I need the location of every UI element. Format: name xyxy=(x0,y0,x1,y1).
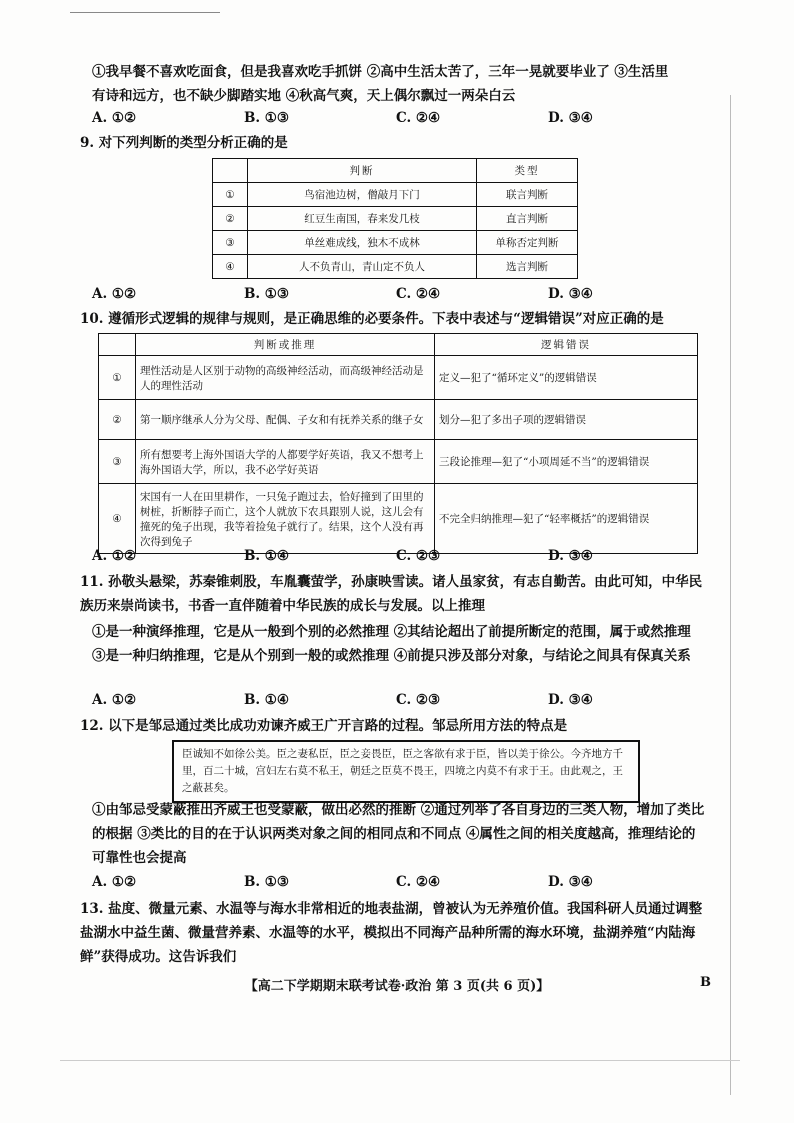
q10-header-reasoning: 判断或推理 xyxy=(136,334,435,356)
table-cell-reasoning: 宋国有一人在田里耕作，一只兔子跑过去，恰好撞到了田里的树桩，折断脖子而亡，这个人就放下农具跟别人说，这儿会有撞死的兔子出现，我等着捡兔子就行了。结果，这个人没有再次得到兔子 xyxy=(136,484,435,554)
q8-choices-line-1: ①我早餐不喜欢吃面食，但是我喜欢吃手抓饼 ②高中生活太苦了，三年一晃就要毕业了 ③生活里 xyxy=(92,64,669,80)
q12-quote-box: 臣诚知不如徐公美。臣之妻私臣，臣之妾畏臣，臣之客欲有求于臣，皆以美于徐公。今齐地方千里，百二十城，宫妇左右莫不私王，朝廷之臣莫不畏王，四境之内莫不有求于王。由此观之，王之蔽甚矣。 xyxy=(172,740,640,803)
option-c[interactable]: C. ②④ xyxy=(396,110,441,126)
table-cell-judgment: 人不负青山，青山定不负人 xyxy=(248,255,477,279)
option-d[interactable]: D. ③④ xyxy=(548,110,593,126)
option-b[interactable]: B. ①③ xyxy=(244,874,290,890)
option-d[interactable]: D. ③④ xyxy=(548,692,593,708)
table-cell-type: 联言判断 xyxy=(477,183,578,207)
q9-header-judgment: 判断 xyxy=(248,159,477,183)
q10-table xyxy=(98,333,698,554)
option-d[interactable]: D. ③④ xyxy=(548,286,593,302)
table-cell-type: 选言判断 xyxy=(477,255,578,279)
q9-options xyxy=(92,286,700,302)
version-label: B xyxy=(700,975,711,990)
option-d[interactable]: D. ③④ xyxy=(548,874,593,890)
scan-edge-line xyxy=(730,95,731,1095)
option-b[interactable]: B. ①④ xyxy=(244,692,290,708)
table-cell-judgment: 单丝难成线，独木不成林 xyxy=(248,231,477,255)
table-row-num: ② xyxy=(99,400,136,440)
table-cell-error: 不完全归纳推理—犯了“轻率概括”的逻辑错误 xyxy=(435,484,698,554)
table-row-num: ① xyxy=(99,356,136,400)
q9-header-blank xyxy=(213,159,248,183)
table-cell-reasoning: 所有想要考上海外国语大学的人都要学好英语，我又不想考上海外国语大学，所以，我不必学好英语 xyxy=(136,440,435,484)
q10-options xyxy=(92,548,700,564)
q8-choices-line-2: 有诗和远方，也不缺少脚踏实地 ④秋高气爽，天上偶尔飘过一两朵白云 xyxy=(92,88,516,104)
table-row-num: ④ xyxy=(99,484,136,554)
option-c[interactable]: C. ②④ xyxy=(396,286,441,302)
option-a[interactable]: A. ①② xyxy=(92,110,137,126)
table-row-num: ③ xyxy=(99,440,136,484)
option-a[interactable]: A. ①② xyxy=(92,874,137,890)
table-cell-error: 划分—犯了多出子项的逻辑错误 xyxy=(435,400,698,440)
table-cell-judgment: 鸟宿池边树，僧敲月下门 xyxy=(248,183,477,207)
q9-stem: 9. 对下列判断的类型分析正确的是 xyxy=(80,135,288,151)
option-c[interactable]: C. ②④ xyxy=(396,874,441,890)
q11-options xyxy=(92,692,700,708)
table-row-num: ③ xyxy=(213,231,248,255)
table-row-num: ④ xyxy=(213,255,248,279)
option-d[interactable]: D. ③④ xyxy=(548,548,593,564)
q12-choices: ①由邹忌受蒙蔽推出齐威王也受蒙蔽，做出必然的推断 ②通过列举了各自身边的三类人物，增加了类比的根据 ③类比的目的在于认识两类对象之间的相同点和不同点 ④属性之间的相关度越高，推理结论的可靠性也会提高 xyxy=(92,802,705,866)
option-a[interactable]: A. ①② xyxy=(92,286,137,302)
q8-options xyxy=(92,110,700,126)
table-cell-reasoning: 理性活动是人区别于动物的高级神经活动，而高级神经活动是人的理性活动 xyxy=(136,356,435,400)
q12-options xyxy=(92,874,700,890)
table-cell-type: 直言判断 xyxy=(477,207,578,231)
scan-bottom-line xyxy=(60,1060,740,1061)
option-b[interactable]: B. ①④ xyxy=(244,548,290,564)
option-b[interactable]: B. ①③ xyxy=(244,110,290,126)
q10-stem: 10. 遵循形式逻辑的规律与规则，是正确思维的必要条件。下表中表述与“逻辑错误”对应正确的是 xyxy=(80,311,664,327)
q9-table xyxy=(212,158,578,279)
q11-choices: ①是一种演绎推理，它是从一般到个别的必然推理 ②其结论超出了前提所断定的范围，属于或然推理 ③是一种归纳推理，它是从个别到一般的或然推理 ④前提只涉及部分对象，与结论之间具有保真关系 xyxy=(92,624,691,664)
page-footer: 【高二下学期期末联考试卷·政治 第 3 页(共 6 页)】 xyxy=(244,979,550,994)
option-a[interactable]: A. ①② xyxy=(92,548,137,564)
q12-stem: 12. 以下是邹忌通过类比成功劝谏齐威王广开言路的过程。邹忌所用方法的特点是 xyxy=(80,718,568,734)
table-cell-judgment: 红豆生南国，春来发几枝 xyxy=(248,207,477,231)
table-row-num: ② xyxy=(213,207,248,231)
q9-header-type: 类型 xyxy=(477,159,578,183)
q13-stem: 13. 盐度、微量元素、水温等与海水非常相近的地表盐湖，曾被认为无养殖价值。我国科研人员通过调整盐湖水中益生菌、微量营养素、水温等的水平，模拟出不同海产品种所需的海水环境，盐湖养殖“内陆海鲜”获得成功。这告诉我们 xyxy=(80,901,703,965)
option-c[interactable]: C. ②③ xyxy=(396,692,441,708)
option-c[interactable]: C. ②③ xyxy=(396,548,441,564)
table-row-num: ① xyxy=(213,183,248,207)
top-rule xyxy=(70,12,220,13)
table-cell-error: 定义—犯了“循环定义”的逻辑错误 xyxy=(435,356,698,400)
q11-stem: 11. 孙敬头悬梁，苏秦锥刺股，车胤囊萤学，孙康映雪读。诸人虽家贫，有志自勤苦。由此可知，中华民族历来崇尚读书，书香一直伴随着中华民族的成长与发展。以上推理 xyxy=(80,574,703,614)
option-a[interactable]: A. ①② xyxy=(92,692,137,708)
q10-header-error: 逻辑错误 xyxy=(435,334,698,356)
table-cell-error: 三段论推理—犯了“小项周延不当”的逻辑错误 xyxy=(435,440,698,484)
option-b[interactable]: B. ①③ xyxy=(244,286,290,302)
q10-header-blank xyxy=(99,334,136,356)
table-cell-type: 单称否定判断 xyxy=(477,231,578,255)
table-cell-reasoning: 第一顺序继承人分为父母、配偶、子女和有抚养关系的继子女 xyxy=(136,400,435,440)
